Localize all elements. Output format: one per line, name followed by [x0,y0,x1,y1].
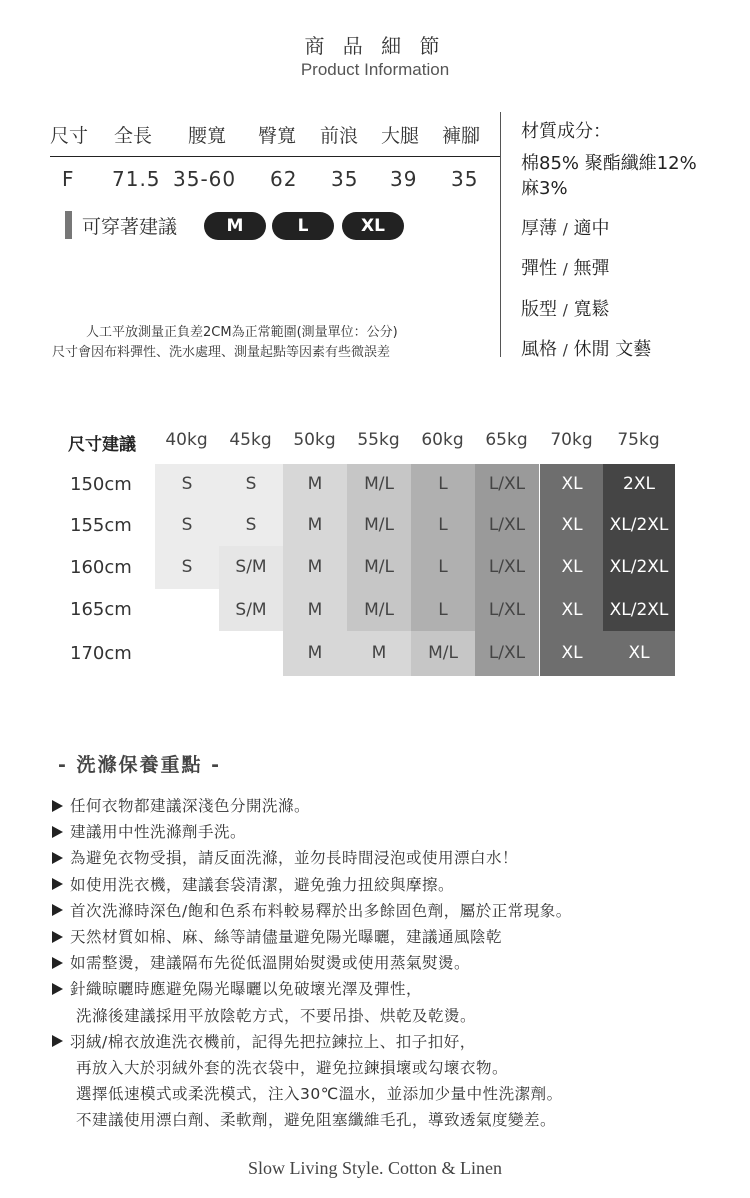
size-cell: L/XL [475,505,539,546]
size-cell: M/L [347,546,411,589]
size-cell: S/M [219,589,283,631]
size-cell: M [283,464,347,505]
size-cell: L [411,505,475,546]
size-cell: L [411,464,475,505]
size-cell: M/L [411,631,475,676]
care-item-text: 天然材質如棉、麻、絲等請儘量避免陽光曝曬，建議通風陰乾 [70,928,503,946]
weight-header: 55kg [357,430,400,450]
size-cell: L/XL [475,464,539,505]
care-item-text: 如使用洗衣機，建議套袋清潔，避免強力扭絞與摩擦。 [70,875,455,894]
size-cell: S [219,464,283,505]
care-item [52,925,502,947]
care-item [52,873,454,895]
care-item-continuation: 洗滌後建議採用平放陰乾方式，不要吊掛、烘乾及乾燙。 [76,1006,477,1025]
height-label: 160cm [70,556,132,578]
care-item-text: 首次洗滌時深色/飽和色系布料較易釋於出多餘固色劑，屬於正常現象。 [70,901,572,920]
column-divider [500,112,501,357]
care-title: - 洗滌保養重點 - [58,754,222,776]
size-header-size: 尺寸 [50,125,89,147]
size-cell: S [155,505,219,546]
care-item-text: 針織晾曬時應避免陽光曝曬以免破壞光澤及彈性， [70,980,423,999]
size-pill-l: L [272,212,334,240]
size-header-thigh: 大腿 [381,125,420,147]
attr-style-value: 休閒 文藝 [573,339,652,360]
care-item-text: 建議用中性洗滌劑手洗。 [70,823,247,842]
weight-header: 75kg [617,430,660,450]
weight-header: 50kg [293,430,336,450]
size-cell: XL/2XL [603,505,675,546]
size-cell: M [283,505,347,546]
care-item-continuation: 選擇低速模式或柔洗模式，注入30℃溫水，並添加少量中性洗潔劑。 [76,1085,563,1104]
height-label: 150cm [70,473,132,495]
size-value-length: 71.5 [112,167,161,191]
size-pill-m: M [204,212,266,240]
size-cell: 2XL [603,464,675,505]
size-cell: S/M [219,546,283,589]
size-cell [219,631,283,676]
height-label: 170cm [70,642,132,664]
care-item-text: 任何衣物都建議深淺色分開洗滌。 [70,797,311,815]
size-cell: S [155,546,219,589]
size-cell: M/L [347,589,411,631]
material-line-2: 麻3% [521,178,568,199]
page-title: 商 品 細 節 [304,34,446,58]
attr-style-label: 風格 [521,339,557,360]
attr-thickness-value: 適中 [573,218,610,239]
size-header-rise: 前浪 [320,125,359,147]
size-cell: M/L [347,464,411,505]
material-line-1: 棉85% 聚酯纖維12% [521,153,697,174]
bullet-triangle-icon [52,983,63,995]
weight-header: 60kg [421,430,464,450]
attr-thickness [521,214,610,240]
bullet-triangle-icon [52,826,63,838]
bullet-triangle-icon [52,904,63,916]
size-cell: L/XL [475,546,539,589]
weight-header: 65kg [485,430,528,450]
attr-fit [521,295,610,321]
size-value-thigh: 39 [390,167,418,191]
bullet-triangle-icon [52,931,63,943]
size-header-waist: 腰寬 [188,125,227,147]
height-label: 155cm [70,514,132,536]
size-value-waist: 35-60 [173,167,237,191]
size-header-hip: 臀寬 [258,125,297,147]
care-item-text: 為避免衣物受損，請反面洗滌，並勿長時間浸泡或使用漂白水！ [70,849,519,868]
care-item [52,899,572,921]
measure-note-1: 人工平放測量正負差2CM為正常範圍(測量單位：公分) [86,325,398,340]
attr-elasticity-value: 無彈 [573,258,610,279]
measure-note-2: 尺寸會因布料彈性、洗水處理、測量起點等因素有些微誤差 [52,345,391,360]
size-cell: XL [540,589,604,631]
size-cell: XL/2XL [603,546,675,589]
size-cell: XL [540,505,604,546]
bullet-triangle-icon [52,878,63,890]
care-item [52,846,518,868]
care-item [52,794,310,816]
size-header-hem: 褲腳 [442,125,481,147]
size-header-length: 全長 [114,125,153,147]
size-cell: M/L [347,505,411,546]
size-cell: XL [540,546,604,589]
bullet-triangle-icon [52,852,63,864]
attr-elasticity [521,254,610,280]
weight-header: 40kg [165,430,208,450]
attr-thickness-label: 厚薄 [521,218,557,239]
table-divider [50,156,500,157]
size-cell: L [411,546,475,589]
suggest-label: 可穿著建議 [82,216,178,238]
size-cell: M [283,631,347,676]
bullet-triangle-icon [52,957,63,969]
care-item-text: 羽絨/棉衣放進洗衣機前，記得先把拉鍊拉上、扣子扣好， [70,1032,476,1051]
material-title: 材質成分： [521,121,611,142]
size-cell: XL [603,631,675,676]
size-cell: XL/2XL [603,589,675,631]
size-cell: M [283,546,347,589]
size-value-rise: 35 [331,167,359,191]
attr-style [521,335,651,361]
size-cell: L/XL [475,631,539,676]
size-cell: M [283,589,347,631]
care-item [52,977,422,999]
size-cell: XL [540,631,604,676]
size-cell: L [411,589,475,631]
care-item-text: 如需整燙，建議隔布先從低溫開始熨燙或使用蒸氣熨燙。 [70,954,471,973]
size-cell [155,589,219,631]
attr-elasticity-label: 彈性 [521,258,557,279]
size-guide-corner: 尺寸建議 [68,435,136,455]
bullet-triangle-icon [52,800,63,812]
size-pill-xl: XL [342,212,404,240]
attr-fit-value: 寬鬆 [573,299,610,320]
attr-style-sep: / [562,341,568,359]
weight-header: 70kg [550,430,593,450]
care-item [52,820,246,842]
size-cell: S [219,505,283,546]
height-label: 165cm [70,599,132,620]
bullet-triangle-icon [52,1035,63,1047]
size-value-size: F [62,167,75,191]
care-item [52,951,470,973]
attr-elasticity-sep: / [562,260,568,278]
size-cell: M [347,631,411,676]
page-subtitle: Product Information [300,60,450,79]
attr-thickness-sep: / [562,220,568,238]
size-cell [155,631,219,676]
attr-fit-label: 版型 [521,299,557,320]
size-cell: S [155,464,219,505]
care-item [52,1030,476,1052]
size-cell: L/XL [475,589,539,631]
weight-header: 45kg [229,430,272,450]
footer-slogan: Slow Living Style. Cotton & Linen [247,1158,502,1178]
care-item-continuation: 不建議使用漂白劑、柔軟劑，避免阻塞纖維毛孔，導致透氣度變差。 [76,1111,557,1130]
suggest-marker [65,211,72,239]
size-value-hem: 35 [451,167,479,191]
size-value-hip: 62 [270,167,298,191]
attr-fit-sep: / [562,301,568,319]
care-item-continuation: 再放入大於羽絨外套的洗衣袋中，避免拉鍊損壞或勾壞衣物。 [76,1059,509,1077]
size-cell: XL [540,464,604,505]
